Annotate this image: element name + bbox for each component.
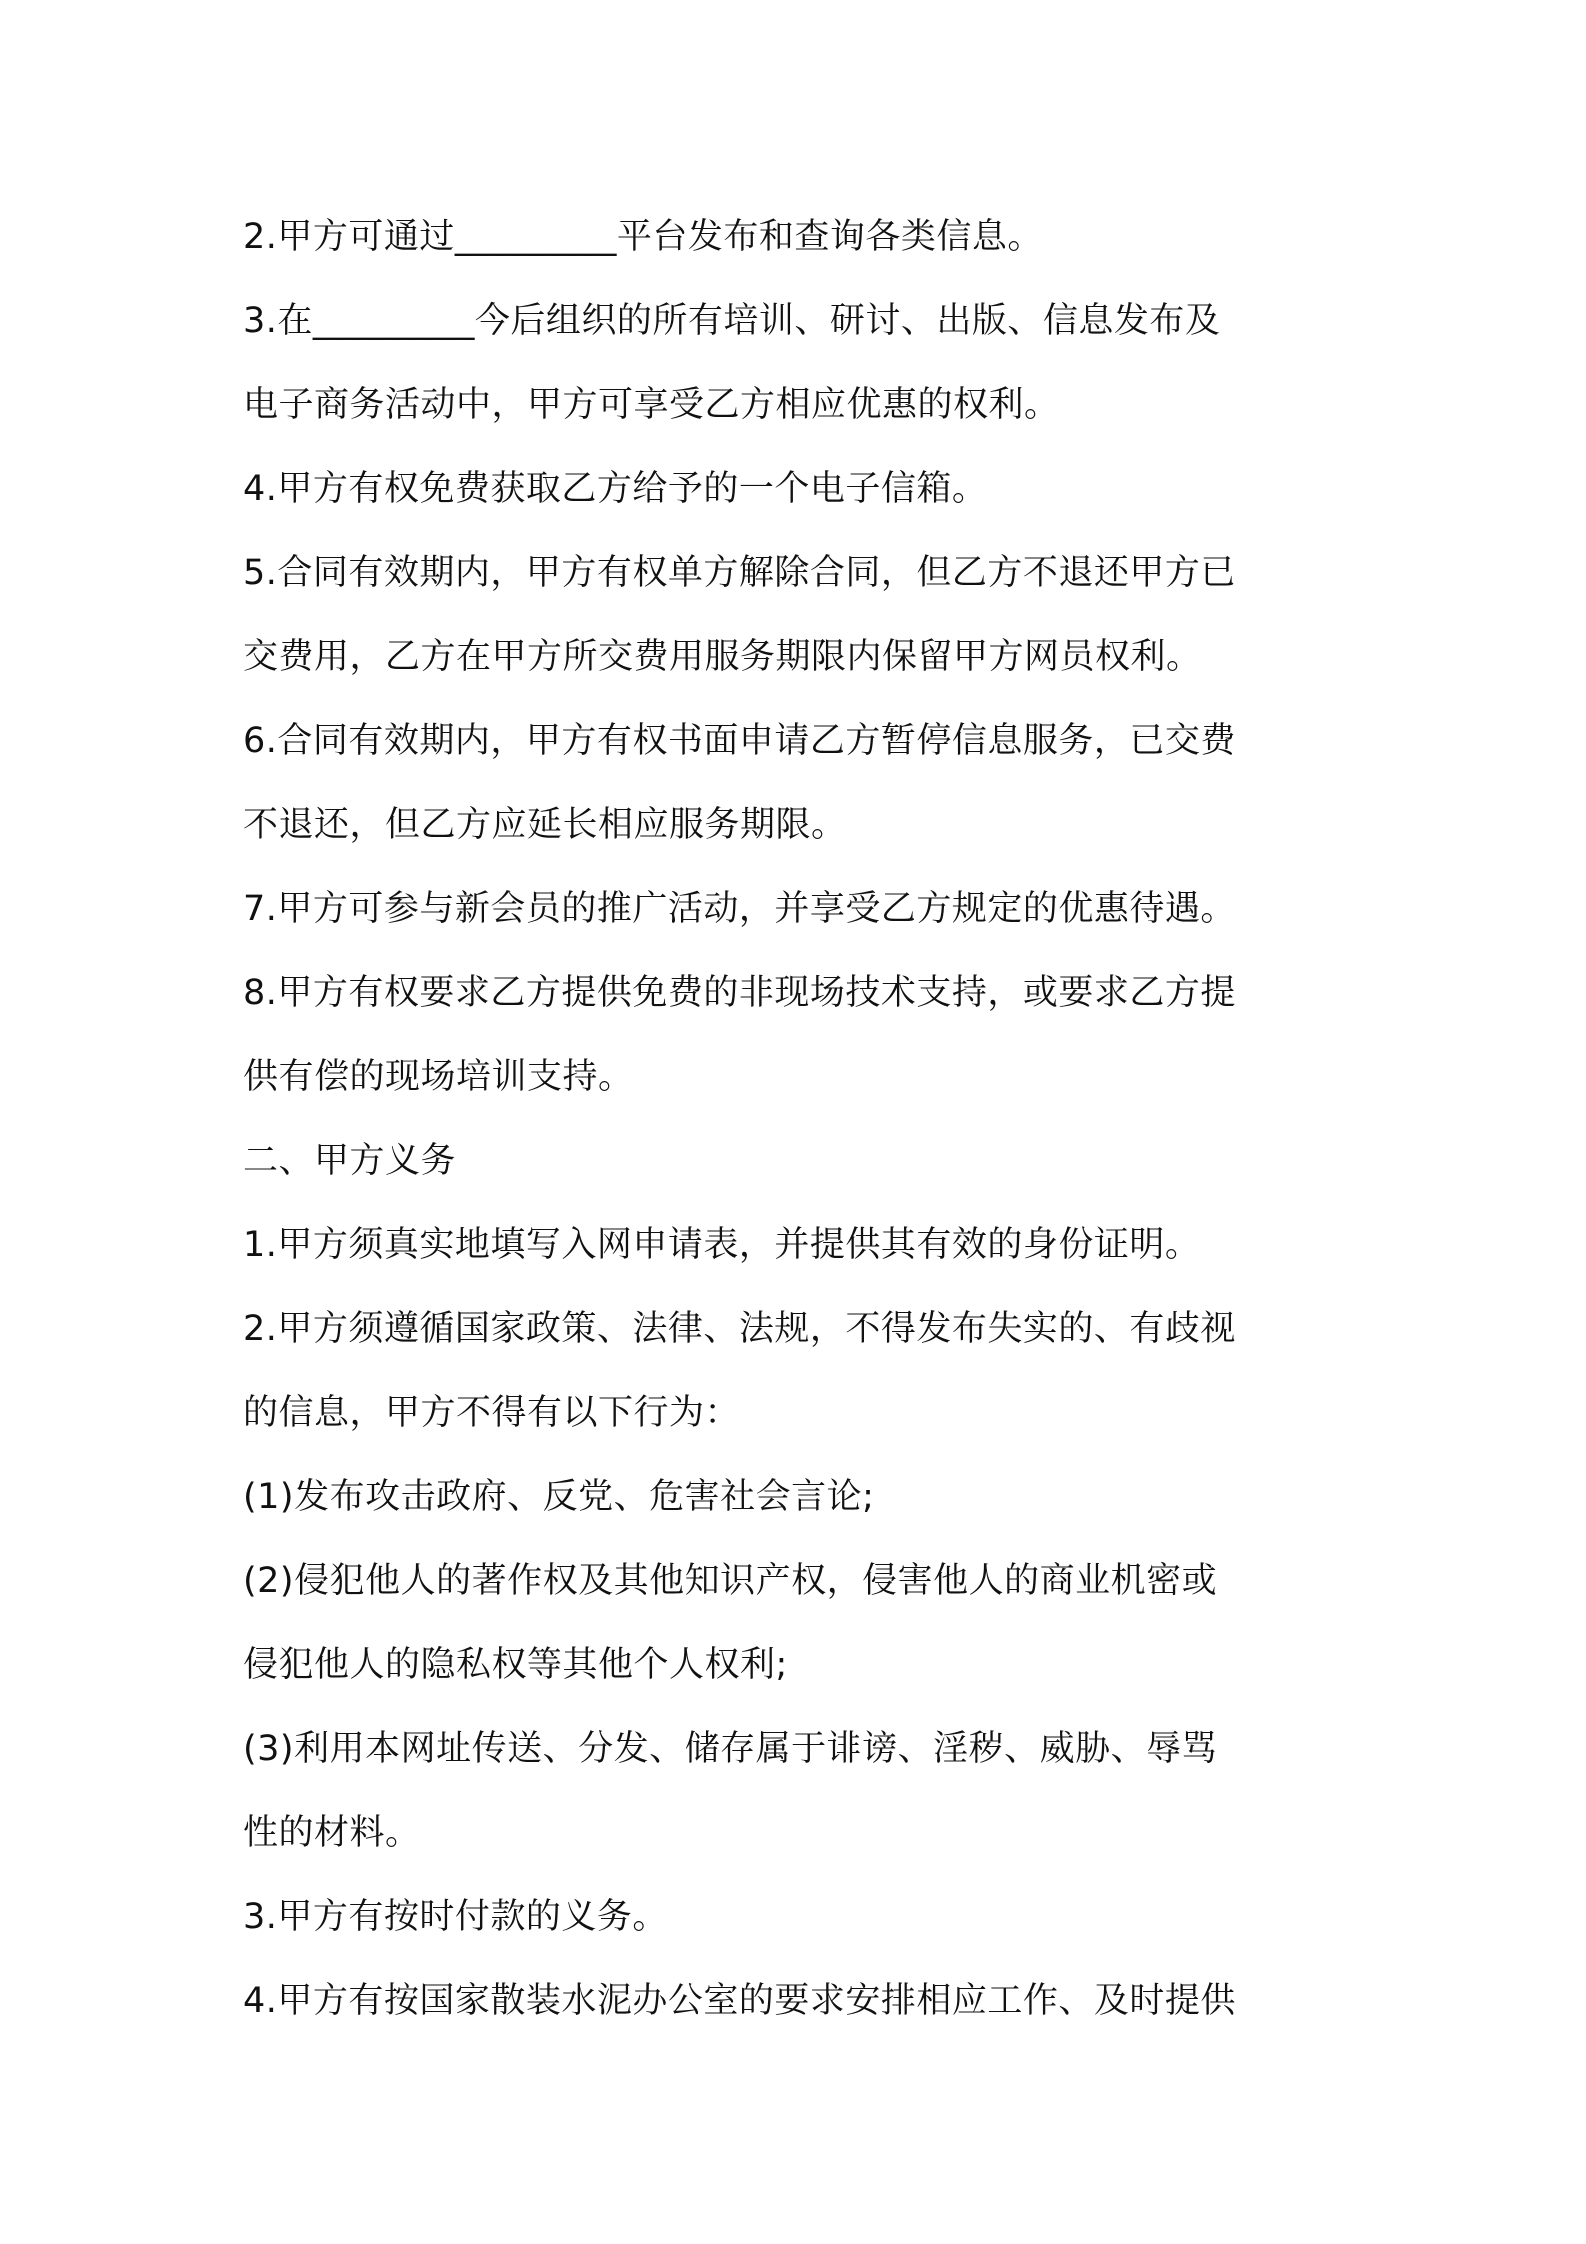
text-line: 4.甲方有权免费获取乙方给予的一个电子信箱。 [243,469,988,509]
text-line: 电子商务活动中，甲方可享受乙方相应优惠的权利。 [243,385,1060,425]
text-line: 性的材料。 [243,1813,421,1853]
text-line: 3.甲方有按时付款的义务。 [243,1897,668,1937]
text-line: 4.甲方有按国家散装水泥办公室的要求安排相应工作、及时提供 [243,1981,1236,2021]
text-line: (3)利用本网址传送、分发、储存属于诽谤、淫秽、威胁、辱骂 [243,1729,1218,1769]
section-heading: 二、甲方义务 [243,1141,457,1181]
text-line: 6.合同有效期内，甲方有权书面申请乙方暂停信息服务，已交费 [243,721,1236,761]
text-line: 3.在_________今后组织的所有培训、研讨、出版、信息发布及 [243,301,1221,341]
text-line: 2.甲方可通过_________平台发布和查询各类信息。 [243,217,1043,257]
text-line: 7.甲方可参与新会员的推广活动，并享受乙方规定的优惠待遇。 [243,889,1236,929]
text-line: 1.甲方须真实地填写入网申请表，并提供其有效的身份证明。 [243,1225,1201,1265]
text-line: (2)侵犯他人的著作权及其他知识产权，侵害他人的商业机密或 [243,1561,1218,1601]
text-line: 5.合同有效期内，甲方有权单方解除合同，但乙方不退还甲方已 [243,553,1236,593]
text-line: 2.甲方须遵循国家政策、法律、法规，不得发布失实的、有歧视 [243,1309,1236,1349]
text-line: (1)发布攻击政府、反党、危害社会言论; [243,1477,875,1517]
text-line: 供有偿的现场培训支持。 [243,1057,634,1097]
text-line: 的信息，甲方不得有以下行为： [243,1393,741,1433]
text-line: 不退还，但乙方应延长相应服务期限。 [243,805,847,845]
text-line: 交费用，乙方在甲方所交费用服务期限内保留甲方网员权利。 [243,637,1202,677]
text-line: 8.甲方有权要求乙方提供免费的非现场技术支持，或要求乙方提 [243,973,1236,1013]
text-line: 侵犯他人的隐私权等其他个人权利; [243,1645,788,1685]
document-body [243,195,1363,2043]
